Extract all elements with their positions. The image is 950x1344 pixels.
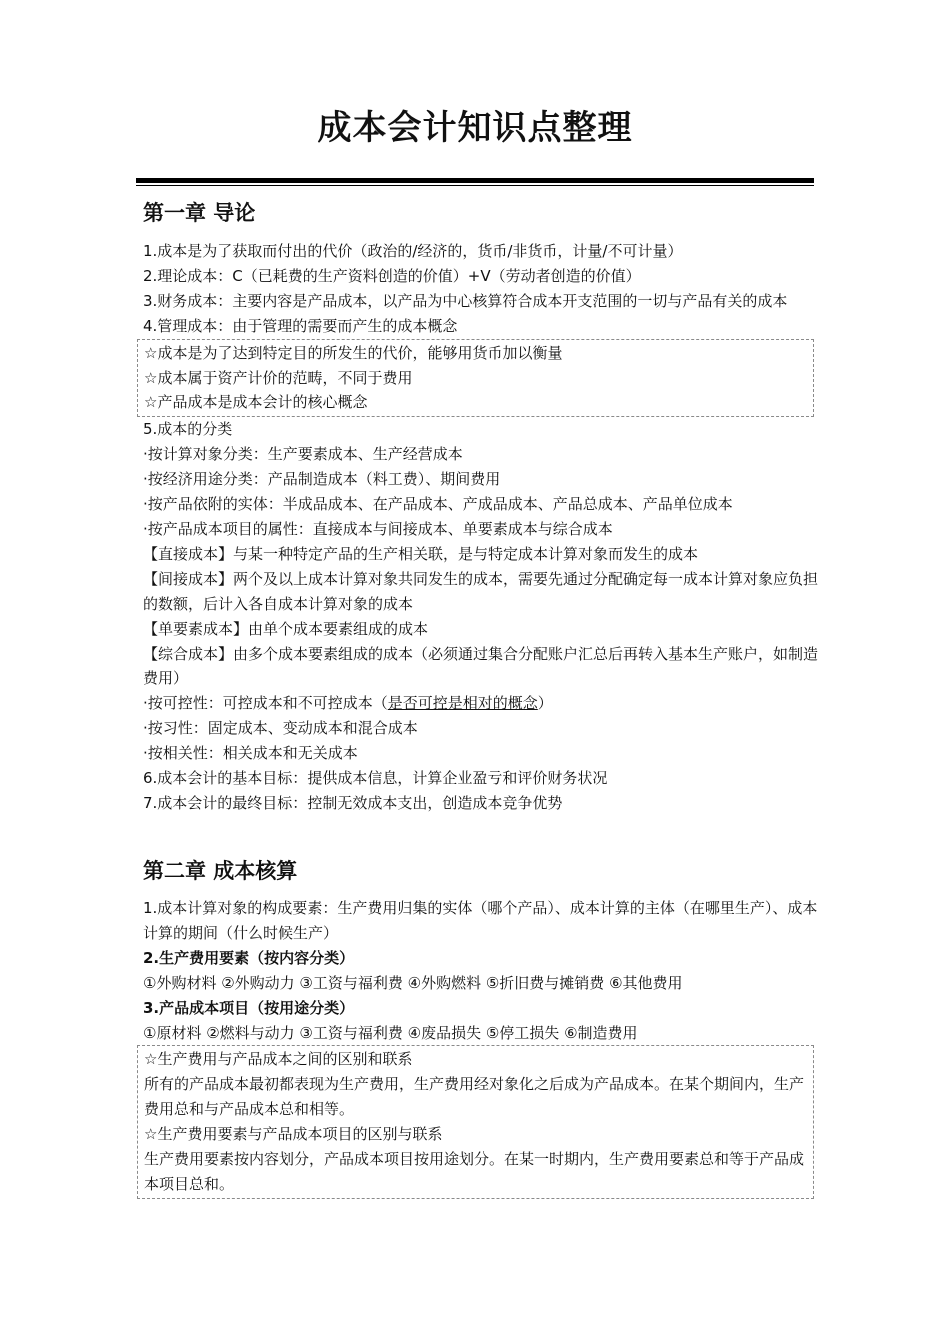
chapter-2-heading: 第二章 成本核算 <box>143 859 298 883</box>
ch1-bullet-7: ·按相关性：相关成本和无关成本 <box>143 744 358 763</box>
ch1-item-5: 5.成本的分类 <box>143 420 233 439</box>
ch2-note-box <box>137 1045 814 1198</box>
ch1-bullet-5 <box>143 691 818 716</box>
ch2-item-1: 1.成本计算对象的构成要素：生产费用归集的实体（哪个产品）、成本计算的主体（在哪里生产）、成本计算的期间（什么时候生产） <box>143 899 818 942</box>
ch1-note-box <box>137 339 814 418</box>
chapter-1-heading: 第一章 导论 <box>143 201 256 225</box>
ch1-def-indirect: 【间接成本】两个及以上成本计算对象共同发生的成本，需要先通过分配确定每一成本计算对象应负担的数额，后计入各自成本计算对象的成本 <box>143 569 819 613</box>
ch1-bullet-6: ·按习性：固定成本、变动成本和混合成本 <box>143 719 418 738</box>
ch2-item-2-list: ①外购材料 ②外购动力 ③工资与福利费 ④外购燃料 ⑤折旧费与摊销费 ⑥其他费用 <box>143 973 683 992</box>
ch2-item-2-label: 2.生产费用要素（按内容分类） <box>143 948 355 967</box>
ch1-note-2: ☆成本属于资产计价的范畴，不同于费用 <box>144 368 413 387</box>
ch1-bullet-5-text: ·按可控性：可控成本和不可控成本（ <box>143 694 388 713</box>
ch1-bullet-2: ·按经济用途分类：产品制造成本（料工费）、期间费用 <box>143 470 501 489</box>
ch2-note-1-text: 所有的产品成本最初都表现为生产费用，生产费用经对象化之后成为产品成本。在某个期间内，生产费用总和与产品成本总和相等。 <box>144 1075 805 1119</box>
ch1-bullet-5-close: ） <box>537 694 553 713</box>
title-rule-thick <box>136 178 814 183</box>
ch2-note-2-text: 生产费用要素按内容划分，产品成本项目按用途划分。在某一时期内，生产费用要素总和等于产品成本项目总和。 <box>144 1150 805 1193</box>
ch1-note-3: ☆产品成本是成本会计的核心概念 <box>144 393 368 412</box>
ch1-item-6: 6.成本会计的基本目标：提供成本信息，计算企业盈亏和评价财务状况 <box>143 769 608 788</box>
ch1-bullet-5-underlined: 是否可控是相对的概念 <box>387 694 538 713</box>
ch1-bullet-3: ·按产品依附的实体：半成品成本、在产品成本、产成品成本、产品总成本、产品单位成本 <box>143 495 733 514</box>
ch1-def-composite: 【综合成本】由多个成本要素组成的成本（必须通过集合分配账户汇总后再转入基本生产账户，如制造费用） <box>143 644 819 688</box>
title-rule-thin <box>136 185 814 186</box>
ch2-item-3-label: 3.产品成本项目（按用途分类） <box>143 998 355 1017</box>
ch2-note-1-title: ☆生产费用与产品成本之间的区别和联系 <box>144 1050 413 1069</box>
ch1-bullet-4: ·按产品成本项目的属性：直接成本与间接成本、单要素成本与综合成本 <box>143 519 613 538</box>
ch1-note-1: ☆成本是为了达到特定目的所发生的代价，能够用货币加以衡量 <box>144 343 563 362</box>
ch1-item-7: 7.成本会计的最终目标：控制无效成本支出，创造成本竞争优势 <box>143 793 563 812</box>
chapter-2-body <box>143 896 818 1199</box>
ch1-item-3: 3.财务成本：主要内容是产品成本，以产品为中心核算符合成本开支范围的一切与产品有关的成本 <box>143 291 788 310</box>
ch1-def-single: 【单要素成本】由单个成本要素组成的成本 <box>143 619 429 638</box>
ch2-note-2-title: ☆生产费用要素与产品成本项目的区别与联系 <box>144 1125 443 1144</box>
ch1-def-direct: 【直接成本】与某一种特定产品的生产相关联，是与特定成本计算对象而发生的成本 <box>143 544 699 563</box>
ch2-item-3-list: ①原材料 ②燃料与动力 ③工资与福利费 ④废品损失 ⑤停工损失 ⑥制造费用 <box>143 1023 638 1042</box>
document-title: 成本会计知识点整理 <box>317 108 633 148</box>
ch1-item-2: 2.理论成本：C（已耗费的生产资料创造的价值）+V（劳动者创造的价值） <box>143 266 641 285</box>
ch1-item-4: 4.管理成本：由于管理的需要而产生的成本概念 <box>143 316 458 335</box>
ch1-item-1: 1.成本是为了获取而付出的代价（政治的/经济的，货币/非货币，计量/不可计量） <box>143 242 683 260</box>
ch1-bullet-1: ·按计算对象分类：生产要素成本、生产经营成本 <box>143 445 463 464</box>
chapter-1-body <box>143 239 818 816</box>
